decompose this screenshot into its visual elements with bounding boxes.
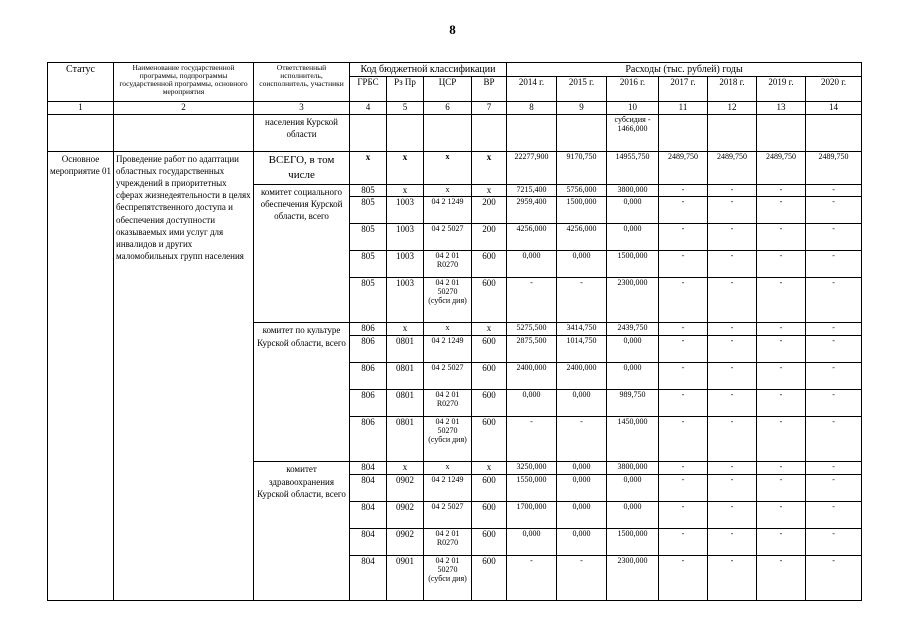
expense-value: 2400,000	[507, 363, 557, 390]
expense-value: -	[708, 224, 757, 251]
code-csr: 04 2 01 R0270	[424, 390, 472, 417]
expense-value: -	[507, 417, 557, 462]
budget-table	[47, 62, 862, 601]
expense-value: -	[557, 278, 607, 323]
expense-value: 22277,900	[507, 151, 557, 184]
code-vr: 600	[472, 251, 507, 278]
expense-value: -	[708, 502, 757, 529]
expense-value: -	[806, 363, 862, 390]
expense-value: -	[806, 251, 862, 278]
expense-value: 0,000	[557, 462, 607, 475]
expense-value: 0,000	[557, 475, 607, 502]
expense-value: -	[659, 323, 708, 336]
code-grbs: 804	[350, 475, 387, 502]
cell-empty	[507, 114, 557, 151]
cell-empty	[708, 114, 757, 151]
code-vr: x	[472, 184, 507, 197]
expense-value: -	[659, 462, 708, 475]
cell-empty	[557, 114, 607, 151]
code-csr: 04 2 1249	[424, 336, 472, 363]
expense-value: -	[708, 475, 757, 502]
code-csr: x	[424, 151, 472, 184]
expense-value: -	[757, 529, 806, 556]
expense-value: -	[757, 556, 806, 601]
expense-value: -	[659, 529, 708, 556]
expense-value: 2489,750	[659, 151, 708, 184]
column-number: 7	[472, 102, 507, 115]
code-vr: 600	[472, 363, 507, 390]
header-csr: ЦСР	[424, 77, 472, 102]
expense-value: -	[806, 336, 862, 363]
expense-value: -	[557, 556, 607, 601]
code-rzpr: 0801	[387, 336, 424, 363]
code-csr: 04 2 5027	[424, 363, 472, 390]
header-year: 2019 г.	[757, 77, 806, 102]
expense-value: -	[708, 556, 757, 601]
header-year: 2018 г.	[708, 77, 757, 102]
code-grbs: 804	[350, 556, 387, 601]
code-csr: 04 2 5027	[424, 502, 472, 529]
expense-value: -	[557, 417, 607, 462]
code-vr: 600	[472, 390, 507, 417]
expense-value: -	[659, 224, 708, 251]
header-row-1	[48, 63, 862, 77]
expense-value: -	[757, 462, 806, 475]
code-csr: 04 2 5027	[424, 224, 472, 251]
cell-empty	[387, 114, 424, 151]
header-grbs: ГРБС	[350, 77, 387, 102]
expense-value: 2300,000	[607, 556, 659, 601]
code-vr: 600	[472, 529, 507, 556]
expense-value: -	[757, 417, 806, 462]
expense-value: -	[507, 278, 557, 323]
column-number: 3	[254, 102, 350, 115]
expense-value: -	[659, 475, 708, 502]
header-budget-code: Код бюджетной классификации	[350, 63, 507, 77]
code-rzpr: x	[387, 323, 424, 336]
code-vr: 600	[472, 475, 507, 502]
expense-value: -	[806, 529, 862, 556]
expense-value: -	[659, 390, 708, 417]
code-grbs: 806	[350, 390, 387, 417]
expense-value: 0,000	[507, 251, 557, 278]
expense-value: -	[659, 197, 708, 224]
expense-value: 1500,000	[607, 529, 659, 556]
expense-value: 0,000	[607, 363, 659, 390]
expense-value: -	[708, 529, 757, 556]
code-vr: x	[472, 151, 507, 184]
code-vr: 200	[472, 197, 507, 224]
expense-value: -	[757, 278, 806, 323]
expense-value: 0,000	[557, 529, 607, 556]
expense-value: 1450,000	[607, 417, 659, 462]
code-rzpr: 0801	[387, 417, 424, 462]
expense-value: -	[757, 323, 806, 336]
expense-value: -	[757, 502, 806, 529]
code-rzpr: 1003	[387, 278, 424, 323]
expense-value: 2489,750	[757, 151, 806, 184]
expense-value: 14955,750	[607, 151, 659, 184]
code-rzpr: 1003	[387, 197, 424, 224]
expense-value: 0,000	[607, 336, 659, 363]
expense-value: 0,000	[607, 197, 659, 224]
code-csr: 04 2 01 R0270	[424, 529, 472, 556]
event-status: Основное мероприятие 01	[48, 151, 114, 600]
column-number-row	[48, 102, 862, 115]
column-number: 10	[607, 102, 659, 115]
expense-value: -	[708, 251, 757, 278]
expense-value: 0,000	[507, 390, 557, 417]
column-number: 13	[757, 102, 806, 115]
code-csr: 04 2 01 50270 (субси дия)	[424, 417, 472, 462]
code-rzpr: x	[387, 151, 424, 184]
header-year: 2020 г.	[806, 77, 862, 102]
expense-value: 0,000	[607, 224, 659, 251]
expense-value: 2439,750	[607, 323, 659, 336]
total-executor: ВСЕГО, в том числе	[254, 151, 350, 184]
expense-value: -	[806, 278, 862, 323]
expense-value: -	[806, 197, 862, 224]
cell-empty	[350, 114, 387, 151]
expense-value: 2489,750	[806, 151, 862, 184]
cell-empty	[48, 114, 114, 151]
code-grbs: 805	[350, 184, 387, 197]
cell-empty	[472, 114, 507, 151]
expense-value: -	[659, 556, 708, 601]
column-number: 8	[507, 102, 557, 115]
code-grbs: 805	[350, 224, 387, 251]
expense-value: -	[659, 363, 708, 390]
expense-value: 4256,000	[557, 224, 607, 251]
continuation-subsidy: субсидия - 1466,000	[607, 114, 659, 151]
expense-value: 4256,000	[507, 224, 557, 251]
expense-value: -	[708, 462, 757, 475]
header-year: 2015 г.	[557, 77, 607, 102]
expense-value: 2400,000	[557, 363, 607, 390]
code-rzpr: 0902	[387, 475, 424, 502]
expense-value: 3800,000	[607, 462, 659, 475]
code-csr: x	[424, 323, 472, 336]
table-row	[48, 151, 862, 184]
cell-empty	[806, 114, 862, 151]
expense-value: 9170,750	[557, 151, 607, 184]
expense-value: 1500,000	[557, 197, 607, 224]
expense-value: -	[708, 323, 757, 336]
code-grbs: 806	[350, 417, 387, 462]
expense-value: -	[757, 336, 806, 363]
column-number: 6	[424, 102, 472, 115]
code-rzpr: 1003	[387, 251, 424, 278]
expense-value: -	[757, 224, 806, 251]
code-csr: 04 2 1249	[424, 475, 472, 502]
code-grbs: 804	[350, 462, 387, 475]
expense-value: -	[806, 475, 862, 502]
code-csr: 04 2 01 50270 (субси дия)	[424, 556, 472, 601]
event-name: Проведение работ по адаптации областных государственных учреждений в приоритетных сферах жизнедеятельности в целях беспрепятственного доступа и обеспечения доступности оказываемых ими услуг для инвалидов и других маломобильных групп населения	[114, 151, 254, 600]
code-grbs: 806	[350, 363, 387, 390]
expense-value: -	[708, 184, 757, 197]
expense-value: -	[806, 417, 862, 462]
code-rzpr: 0801	[387, 363, 424, 390]
code-vr: x	[472, 462, 507, 475]
code-csr: x	[424, 462, 472, 475]
code-grbs: 806	[350, 336, 387, 363]
code-grbs: x	[350, 151, 387, 184]
expense-value: -	[757, 197, 806, 224]
column-number: 14	[806, 102, 862, 115]
column-number: 2	[114, 102, 254, 115]
expense-value: -	[806, 556, 862, 601]
expense-value: 1014,750	[557, 336, 607, 363]
page-number: 8	[449, 22, 456, 37]
continuation-row	[48, 114, 862, 151]
continuation-executor: населения Курской области	[254, 114, 350, 151]
code-grbs: 804	[350, 529, 387, 556]
expense-value: -	[507, 556, 557, 601]
expense-value: 0,000	[557, 251, 607, 278]
header-year: 2016 г.	[607, 77, 659, 102]
expense-value: 7215,400	[507, 184, 557, 197]
column-number: 5	[387, 102, 424, 115]
code-grbs: 805	[350, 278, 387, 323]
expense-value: 2875,500	[507, 336, 557, 363]
column-number: 11	[659, 102, 708, 115]
code-rzpr: 0801	[387, 390, 424, 417]
column-number: 12	[708, 102, 757, 115]
expense-value: 0,000	[557, 502, 607, 529]
code-vr: x	[472, 323, 507, 336]
expense-value: -	[806, 224, 862, 251]
expense-value: 0,000	[557, 390, 607, 417]
code-vr: 600	[472, 556, 507, 601]
group-executor: комитет по культуре Курской области, всего	[254, 323, 350, 462]
code-rzpr: 0902	[387, 529, 424, 556]
expense-value: 989,750	[607, 390, 659, 417]
header-year: 2017 г.	[659, 77, 708, 102]
expense-value: -	[659, 184, 708, 197]
expense-value: -	[659, 278, 708, 323]
expense-value: -	[806, 323, 862, 336]
header-status: Статус	[48, 63, 114, 102]
code-vr: 600	[472, 417, 507, 462]
header-vr: ВР	[472, 77, 507, 102]
column-number: 9	[557, 102, 607, 115]
expense-value: -	[708, 278, 757, 323]
expense-value: -	[757, 475, 806, 502]
expense-value: 0,000	[607, 475, 659, 502]
expense-value: 0,000	[507, 529, 557, 556]
code-grbs: 804	[350, 502, 387, 529]
expense-value: -	[806, 390, 862, 417]
code-rzpr: x	[387, 462, 424, 475]
code-rzpr: 0902	[387, 502, 424, 529]
code-grbs: 806	[350, 323, 387, 336]
header-executor: Ответственный исполнитель, соисполнитель, участники	[254, 63, 350, 102]
expense-value: -	[757, 251, 806, 278]
expense-value: -	[659, 251, 708, 278]
expense-value: -	[659, 336, 708, 363]
expense-value: 3800,000	[607, 184, 659, 197]
header-name: Наименование государственной программы, подпрограммы государственной программы, основного мероприятия	[114, 63, 254, 102]
header-rzpr: Рз Пр	[387, 77, 424, 102]
expense-value: 2489,750	[708, 151, 757, 184]
code-csr: 04 2 1249	[424, 197, 472, 224]
expense-value: -	[757, 363, 806, 390]
code-grbs: 805	[350, 197, 387, 224]
expense-value: -	[659, 502, 708, 529]
cell-empty	[424, 114, 472, 151]
expense-value: -	[806, 502, 862, 529]
cell-empty	[659, 114, 708, 151]
cell-empty	[757, 114, 806, 151]
expense-value: 3414,750	[557, 323, 607, 336]
code-vr: 600	[472, 502, 507, 529]
expense-value: 1700,000	[507, 502, 557, 529]
expense-value: -	[757, 184, 806, 197]
code-csr: x	[424, 184, 472, 197]
code-vr: 600	[472, 278, 507, 323]
expense-value: -	[708, 197, 757, 224]
expense-value: 5756,000	[557, 184, 607, 197]
expense-value: 1550,000	[507, 475, 557, 502]
group-executor: комитет социального обеспечения Курской области, всего	[254, 184, 350, 323]
expense-value: -	[708, 417, 757, 462]
code-grbs: 805	[350, 251, 387, 278]
expense-value: -	[757, 390, 806, 417]
group-executor: комитет здравоохранения Курской области, всего	[254, 462, 350, 601]
code-vr: 200	[472, 224, 507, 251]
expense-value: -	[806, 462, 862, 475]
expense-value: 3250,000	[507, 462, 557, 475]
expense-value: -	[708, 336, 757, 363]
code-csr: 04 2 01 50270 (субси дия)	[424, 278, 472, 323]
code-vr: 600	[472, 336, 507, 363]
expense-value: 2959,400	[507, 197, 557, 224]
expense-value: -	[708, 390, 757, 417]
column-number: 1	[48, 102, 114, 115]
code-csr: 04 2 01 R0270	[424, 251, 472, 278]
column-number: 4	[350, 102, 387, 115]
expense-value: 5275,500	[507, 323, 557, 336]
cell-empty	[114, 114, 254, 151]
code-rzpr: 1003	[387, 224, 424, 251]
expense-value: -	[806, 184, 862, 197]
code-rzpr: 0901	[387, 556, 424, 601]
expense-value: -	[708, 363, 757, 390]
expense-value: 1500,000	[607, 251, 659, 278]
expense-value: 2300,000	[607, 278, 659, 323]
header-year: 2014 г.	[507, 77, 557, 102]
header-expenses: Расходы (тыс. рублей) годы	[507, 63, 862, 77]
expense-value: -	[659, 417, 708, 462]
expense-value: 0,000	[607, 502, 659, 529]
code-rzpr: x	[387, 184, 424, 197]
